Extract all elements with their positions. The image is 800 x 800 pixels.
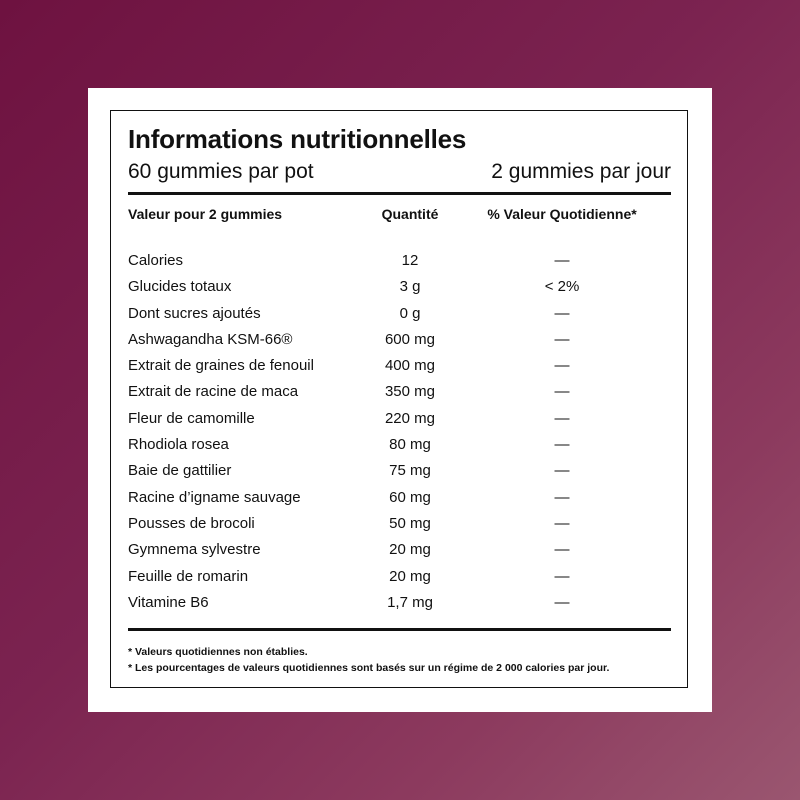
nutrient-quantity: 350 mg	[384, 383, 436, 401]
nutrient-daily-value: —	[554, 383, 570, 401]
nutrient-name: Pousses de brocoli	[128, 514, 255, 532]
nutrient-row	[128, 568, 671, 594]
nutrient-name: Vitamine B6	[128, 593, 209, 611]
nutrient-name: Glucides totaux	[128, 278, 232, 296]
nutrient-daily-value: —	[554, 593, 570, 611]
nutrient-quantity: 20 mg	[389, 567, 431, 585]
nutrient-name: Gymnema sylvestre	[128, 541, 261, 559]
nutrient-table	[128, 252, 671, 620]
nutrient-name: Baie de gattilier	[128, 462, 232, 480]
footnotes	[128, 644, 609, 676]
nutrient-quantity: 60 mg	[389, 488, 431, 506]
servings-per-day: 2 gummies par jour	[491, 160, 671, 183]
nutrient-daily-value: —	[554, 567, 570, 585]
nutrient-row	[128, 541, 671, 567]
header-name: Valeur pour 2 gummies	[128, 206, 283, 222]
nutrient-name: Rhodiola rosea	[128, 436, 229, 454]
nutrient-quantity: 400 mg	[384, 357, 436, 375]
nutrition-label-card	[88, 88, 712, 712]
nutrient-daily-value: —	[554, 252, 570, 269]
nutrient-daily-value: < 2%	[544, 278, 580, 296]
nutrient-quantity: 3 g	[399, 278, 421, 296]
nutrient-name: Dont sucres ajoutés	[128, 304, 261, 322]
nutrient-name: Ashwagandha KSM-66®	[128, 330, 293, 348]
nutrient-quantity: 220 mg	[384, 409, 436, 427]
nutrient-quantity: 50 mg	[389, 514, 431, 532]
nutrient-quantity: 80 mg	[389, 436, 431, 454]
servings-per-container: 60 gummies par pot	[128, 160, 314, 183]
nutrient-row	[128, 383, 671, 409]
nutrient-daily-value: —	[554, 436, 570, 454]
nutrient-row	[128, 410, 671, 436]
header-daily-value: % Valeur Quotidienne*	[487, 206, 637, 222]
nutrient-name: Extrait de graines de fenouil	[128, 357, 314, 375]
nutrient-quantity: 0 g	[399, 304, 421, 322]
bottom-divider	[128, 628, 671, 631]
nutrient-daily-value: —	[554, 514, 570, 532]
nutrient-name: Extrait de racine de maca	[128, 383, 299, 401]
nutrient-daily-value: —	[554, 462, 570, 480]
nutrient-quantity: 12	[401, 252, 419, 269]
footnote: * Les pourcentages de valeurs quotidiennes sont basés sur un régime de 2 000 calories par jour.	[128, 662, 610, 674]
nutrient-row	[128, 594, 671, 620]
nutrient-row	[128, 462, 671, 488]
nutrient-daily-value: —	[554, 488, 570, 506]
nutrient-daily-value: —	[554, 357, 570, 375]
nutrient-daily-value: —	[554, 541, 570, 559]
nutrient-name: Racine d’igname sauvage	[128, 488, 301, 506]
nutrient-daily-value: —	[554, 409, 570, 427]
nutrient-name: Calories	[128, 252, 184, 269]
label-title: Informations nutritionnelles	[128, 124, 467, 154]
nutrient-name: Feuille de romarin	[128, 567, 249, 585]
nutrient-row	[128, 436, 671, 462]
nutrient-name: Fleur de camomille	[128, 409, 255, 427]
header-quantity: Quantité	[381, 206, 439, 222]
nutrient-daily-value: —	[554, 304, 570, 322]
nutrient-row	[128, 515, 671, 541]
nutrient-row	[128, 331, 671, 357]
nutrient-row	[128, 305, 671, 331]
top-divider	[128, 192, 671, 195]
nutrient-quantity: 75 mg	[389, 462, 431, 480]
nutrient-quantity: 20 mg	[389, 541, 431, 559]
nutrient-row	[128, 252, 671, 278]
nutrient-row	[128, 278, 671, 304]
nutrient-row	[128, 357, 671, 383]
nutrient-quantity: 600 mg	[384, 330, 436, 348]
nutrient-daily-value: —	[554, 330, 570, 348]
footnote: * Valeurs quotidiennes non établies.	[128, 646, 308, 658]
nutrient-quantity: 1,7 mg	[387, 593, 433, 611]
nutrient-row	[128, 489, 671, 515]
